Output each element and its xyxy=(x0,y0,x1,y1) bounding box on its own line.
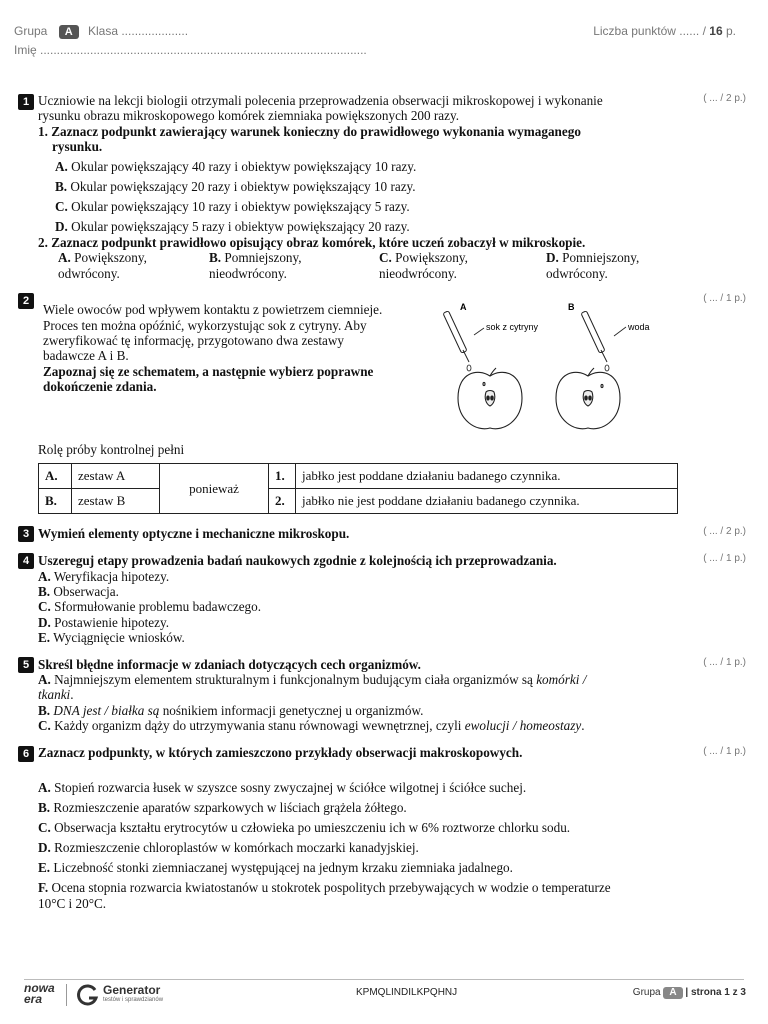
q1-task1-cont: rysunku. xyxy=(52,139,103,154)
question-points: ( ... / 1 p.) xyxy=(703,657,746,668)
nowa-era-logo: nowa era xyxy=(24,981,55,1006)
name-field: Imię .................................................................................................. xyxy=(14,43,367,57)
points-label: Liczba punktów ...... / xyxy=(593,24,706,38)
q6-option-c[interactable]: C. Obserwacja kształtu erytrocytów u człowieka po umieszczeniu ich w 6% roztworze chlorku sodu. xyxy=(38,820,571,835)
question-number: 2 xyxy=(18,293,34,309)
q2-text: zweryfikować tę informację, przygotowano dwa zestawy xyxy=(43,333,344,348)
q2-text: badawcze A i B. xyxy=(43,348,129,363)
group-label: Grupa xyxy=(14,24,48,38)
q5-sentence-c[interactable]: C. Każdy organizm dąży do utrzymywania stanu równowagi wewnętrznej, czyli ewolucji / homeostazy. xyxy=(38,718,585,733)
row-2-text[interactable]: jabłko nie jest poddane działaniu badanego czynnika. xyxy=(296,489,678,514)
question-points: ( ... / 2 p.) xyxy=(703,93,746,104)
set-a-label: A xyxy=(460,302,467,312)
apple-a-icon xyxy=(458,368,522,429)
q1-task1: 1. Zaznacz podpunkt zawierający warunek konieczny do prawidłowego wykonania wymaganego xyxy=(38,124,581,139)
apple-b-icon xyxy=(556,368,620,429)
question-points: ( ... / 1 p.) xyxy=(703,553,746,564)
q5-text: Skreśl błędne informacje w zdaniach dotyczących cech organizmów. xyxy=(38,657,421,672)
row-2-number[interactable]: 2. xyxy=(269,489,296,514)
q2-text: Proces ten można opóźnić, wykorzystując sok z cytryny. Aby xyxy=(43,318,367,333)
question-points: ( ... / 2 p.) xyxy=(703,526,746,537)
q4-item-e: E. Wyciągnięcie wniosków. xyxy=(38,630,185,645)
question-number: 3 xyxy=(18,526,34,542)
q4-text: Uszereguj etapy prowadzenia badań naukowych zgodnie z kolejnością ich przeprowadzania. xyxy=(38,553,557,568)
points-suffix: p. xyxy=(725,24,736,38)
row-1-text[interactable]: jabłko jest poddane działaniu badanego czynnika. xyxy=(296,464,678,489)
generator-title: Generator xyxy=(103,983,161,997)
connector: ponieważ xyxy=(160,464,269,514)
question-points: ( ... / 1 p.) xyxy=(703,746,746,757)
q1-option2-d[interactable]: D. Pomniejszony, odwrócony. xyxy=(546,250,640,281)
lemon-juice-label: sok z cytryny xyxy=(486,322,539,332)
q1-intro-cont: rysunku obrazu mikroskopowego komórek ziemniaka powiększonych 200 razy. xyxy=(38,108,460,123)
q1-task2: 2. Zaznacz podpunkt prawidłowo opisujący obraz komórek, które uczeń zobaczył w mikroskopie. xyxy=(38,235,586,250)
question-number: 6 xyxy=(18,746,34,762)
question-number: 4 xyxy=(18,553,34,569)
q2-instruction: dokończenie zdania. xyxy=(43,379,157,394)
q4-item-b: B. Obserwacja. xyxy=(38,584,119,599)
footer-page-info: Grupa A | strona 1 z 3 xyxy=(632,987,746,998)
q4-item-a: A. Weryfikacja hipotezy. xyxy=(38,569,170,584)
row-1-number[interactable]: 1. xyxy=(269,464,296,489)
q1-option2-b[interactable]: B. Pomniejszony, nieodwrócony. xyxy=(209,250,302,281)
header-points xyxy=(593,24,736,38)
q2-text: Wiele owoców pod wpływem kontaktu z powietrzem ciemnieje. xyxy=(43,302,383,317)
q1-option2-c[interactable]: C. Powiększony, nieodwrócony. xyxy=(379,250,468,281)
q6-option-d[interactable]: D. Rozmieszczenie chloroplastów w komórkach moczarki kanadyjskiej. xyxy=(38,840,419,855)
q4-item-c: C. Sformułowanie problemu badawczego. xyxy=(38,599,262,614)
points-total: 16 xyxy=(709,24,723,38)
q1-option-b[interactable]: B. Okular powiększający 20 razy i obiektyw powiększający 10 razy. xyxy=(55,179,416,194)
document-code: KPMQLINDILKPQHNJ xyxy=(356,987,458,998)
question-points: ( ... / 1 p.) xyxy=(703,293,746,304)
generator-subtitle: testów i sprawdzianów xyxy=(103,997,164,1003)
header-group xyxy=(14,24,188,39)
q5-sentence-b[interactable]: B. DNA jest / białka są nośnikiem informacji genetycznej u organizmów. xyxy=(38,703,424,718)
q6-option-e[interactable]: E. Liczebność stonki ziemniaczanej występującej na jednym krzaku ziemniaka jadalnego. xyxy=(38,860,513,875)
page-number: | strona 1 z 3 xyxy=(685,987,746,998)
footer-divider xyxy=(24,979,744,980)
class-field: Klasa .................... xyxy=(88,24,189,38)
pipette-a xyxy=(443,311,469,362)
question-number: 5 xyxy=(18,657,34,673)
pipette-b xyxy=(581,311,607,362)
q2-instruction: Zapoznaj się ze schematem, a następnie wybierz poprawne xyxy=(43,364,374,379)
row-a-text[interactable]: zestaw A xyxy=(72,464,160,489)
q1-option-c[interactable]: C. Okular powiększający 10 razy i obiektyw powiększający 5 razy. xyxy=(55,199,410,214)
logo-divider xyxy=(66,984,67,1006)
water-label: woda xyxy=(628,322,650,332)
q6-option-f[interactable]: F. Ocena stopnia rozwarcia kwiatostanów u stokrotek pospolitych przebywających w wodzie o temperaturze xyxy=(38,880,611,895)
row-b-text[interactable]: zestaw B xyxy=(72,489,160,514)
q2-answer-table xyxy=(38,463,678,514)
q1-option-a[interactable]: A. Okular powiększający 40 razy i obiektyw powiększający 10 razy. xyxy=(55,159,417,174)
q1-option2-a[interactable]: A. Powiększony, odwrócony. xyxy=(58,250,147,281)
apple-experiment-figure xyxy=(438,298,658,436)
q1-intro: Uczniowie na lekcji biologii otrzymali polecenia przeprowadzenia obserwacji mikroskopowej i wykonanie xyxy=(38,93,603,108)
group-badge: A xyxy=(59,25,79,39)
q1-option-d[interactable]: D. Okular powiększający 5 razy i obiektyw powiększający 20 razy. xyxy=(55,219,410,234)
q5-sentence-a-cont[interactable]: tkanki. xyxy=(38,687,74,702)
q4-item-d: D. Postawienie hipotezy. xyxy=(38,615,169,630)
question-number: 1 xyxy=(18,94,34,110)
footer-group-badge: A xyxy=(663,987,682,999)
set-b-label: B xyxy=(568,302,575,312)
row-a-letter[interactable]: A. xyxy=(39,464,72,489)
q6-text: Zaznacz podpunkty, w których zamieszczono przykłady obserwacji makroskopowych. xyxy=(38,745,523,760)
q3-text: Wymień elementy optyczne i mechaniczne mikroskopu. xyxy=(38,526,350,541)
q6-option-f-cont: 10°C i 20°C. xyxy=(38,896,107,911)
q6-option-b[interactable]: B. Rozmieszczenie aparatów szparkowych w liściach grążela żółtego. xyxy=(38,800,407,815)
q6-option-a[interactable]: A. Stopień rozwarcia łusek w szyszce sosny zwyczajnej w ściółce wilgotnej i ściółce suchej. xyxy=(38,780,527,795)
q5-sentence-a[interactable]: A. Najmniejszym elementem strukturalnym i funkcjonalnym budującym ciała organizmów są komórki / xyxy=(38,672,587,687)
row-b-letter[interactable]: B. xyxy=(39,489,72,514)
generator-logo-icon xyxy=(76,984,100,1008)
q2-lead: Rolę próby kontrolnej pełni xyxy=(38,442,185,457)
